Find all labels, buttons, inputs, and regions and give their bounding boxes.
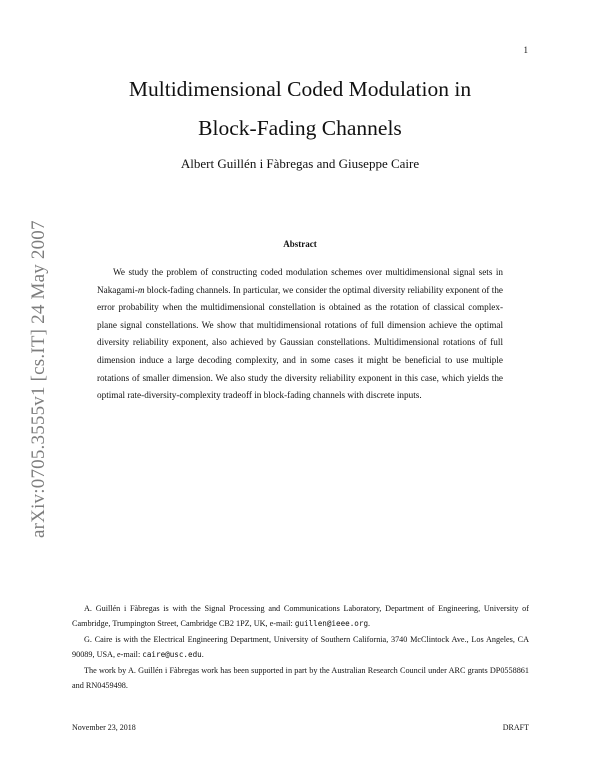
paper-title <box>0 70 600 148</box>
footnote-caire-text: G. Caire is with the Electrical Engineering Department, University of Southern California, 3740 McClintock Ave., Los Angeles, CA 90089, USA, e-mail: <box>72 635 529 659</box>
arxiv-stamp[interactable]: arXiv:0705.3555v1 [cs.IT] 24 May 2007 <box>28 220 49 538</box>
footnote-guillen-text: A. Guillén i Fàbregas is with the Signal Processing and Communications Laboratory, Department of Engineering, University of Cambridge, Trumpington Street, Cambridge CB2 1PZ, UK, e-mail: <box>72 604 529 628</box>
footer-draft: DRAFT <box>502 723 529 732</box>
email-guillen[interactable]: guillen@ieee.org <box>294 618 369 628</box>
email-caire[interactable]: caire@usc.edu <box>142 649 202 659</box>
footnote-guillen-end: . <box>368 618 371 628</box>
abstract-text-part-2: block-fading channels. In particular, we consider the optimal diversity reliability exponent of the error probability when the multidimensional constellation is obtained as the rotation of classical complex-plane signal constellations. We show that multidimensional rotations of full dimension achieve the optimal diversity reliability exponent, also achieved by Gaussian constellations. Multidimensional rotations of full dimension induce a large decoding complexity, and in some cases it might be beneficial to use multiple rotations of smaller dimension. We also study the diversity reliability exponent in this case, which yields the optimal rate-diversity-complexity tradeoff in block-fading channels with discrete inputs. <box>97 284 503 401</box>
page-number: 1 <box>523 45 528 55</box>
footnote-caire <box>72 633 529 662</box>
abstract-heading: Abstract <box>283 239 317 249</box>
footnote-caire-end: . <box>201 649 204 659</box>
footnote-funding: The work by A. Guillén i Fàbregas work has been supported in part by the Australian Research Council under ARC grants DP0558861 and RN0459498. <box>72 666 529 690</box>
nakagami-m-symbol: m <box>137 284 145 295</box>
footer-date: November 23, 2018 <box>72 723 136 732</box>
title-line-1: Multidimensional Coded Modulation in <box>128 77 472 101</box>
abstract-body <box>97 264 503 405</box>
title-line-2: Block-Fading Channels <box>198 116 402 140</box>
footnote-guillen <box>72 602 529 631</box>
authors: Albert Guillén i Fàbregas and Giuseppe Caire <box>180 156 420 171</box>
abstract-text-part-1: We study the problem of constructing coded modulation schemes over multidimensional signal sets in Nakagami- <box>97 267 503 295</box>
footnotes <box>72 602 529 696</box>
